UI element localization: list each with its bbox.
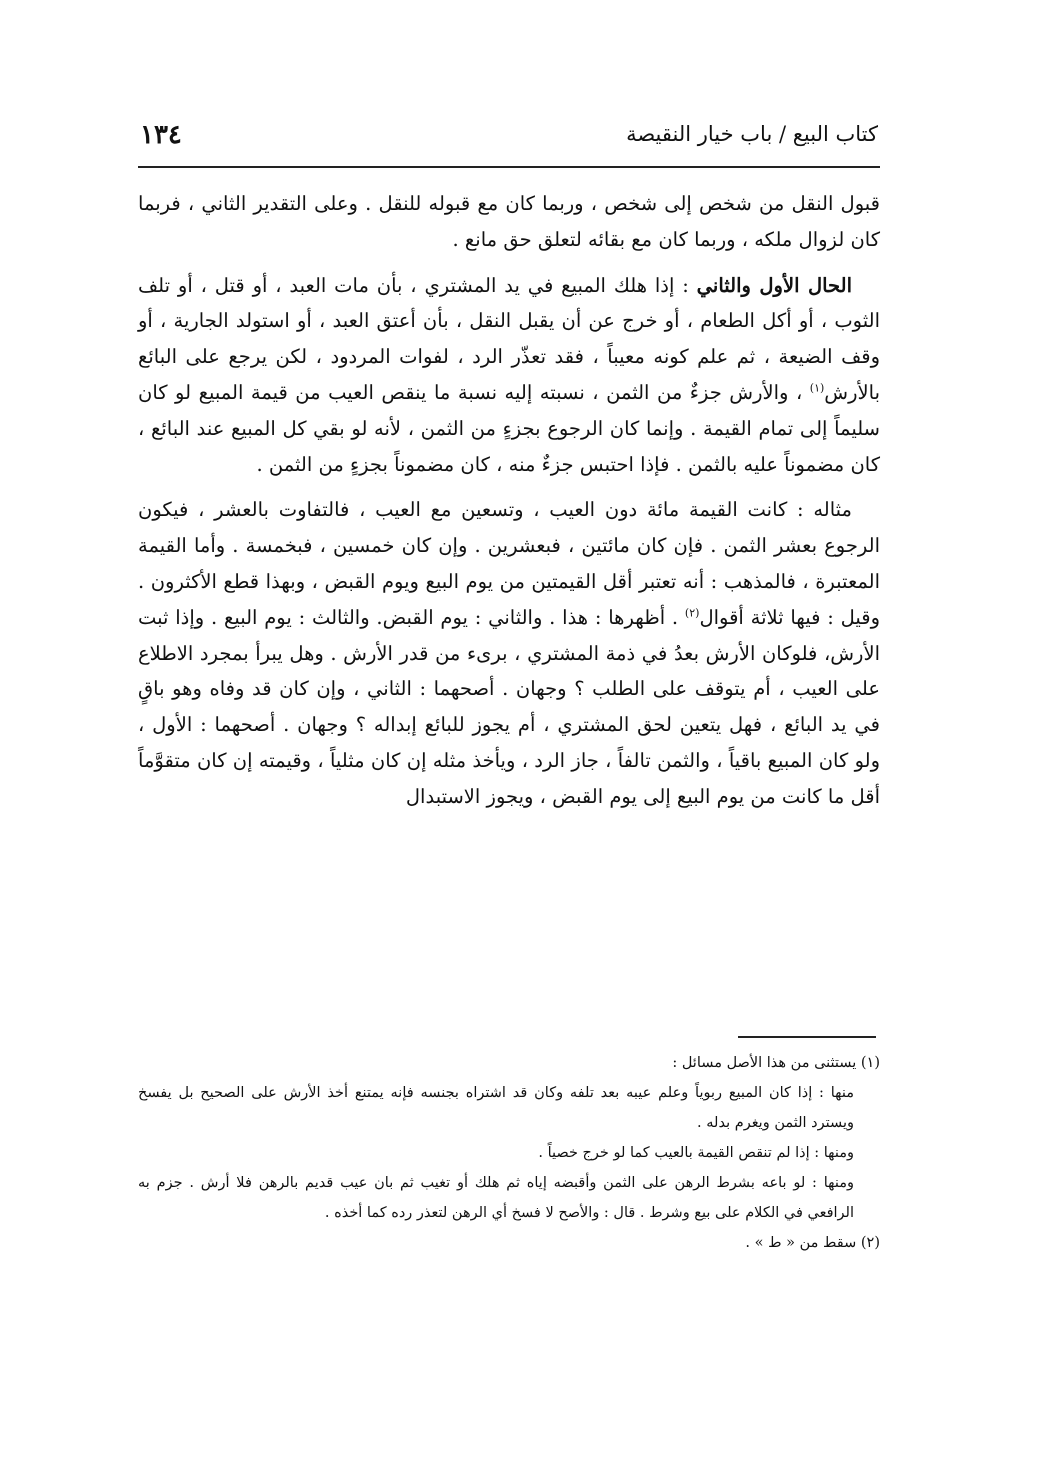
paragraph-2-text-a: : إذا هلك المبيع في يد المشتري ، بأن مات العبد ، أو قتل ، أو تلف الثوب ، أو أكل الطعام ، أو خرج عن أن يقبل النقل ، بأن أعتق العبد ، أو استولد الجارية ، أو وقف الضيعة ، ثم علم كونه معيباً ، فقد تعذّر الرد ، لفوات المردود ، لكن يرجع على البائع بالأرش	[138, 273, 880, 404]
footnote-1-intro: (١) يستثنى من هذا الأصل مسائل :	[672, 1055, 880, 1071]
footnotes	[138, 1048, 880, 1258]
footnote-1-item-b: ومنها : إذا لم تنقص القيمة بالعيب كما لو خرج خصياً .	[538, 1145, 854, 1161]
footnote-ref-1[interactable]: (١)	[809, 381, 825, 395]
footnote-2: (٢) سقط من « ط » .	[745, 1235, 880, 1251]
paragraph-3-text-b: . أظهرها : هذا . والثاني : يوم القبض. والثالث : يوم البيع . وإذا ثبت الأرش، فلوكان الأرش بعدُ في ذمة المشتري ، برىء من قدر الأرش . وهل يبرأ بمجرد الاطلاع على العيب ، أم يتوقف على الطلب ؟ وجهان . أصحهما : الثاني ، وإن كان قد وفاه وهو باقٍ في يد البائع ، فهل يتعين لحق المشتري ، أم يجوز للبائع إبداله ؟ وجهان . أصحهما : الأول ، ولو كان المبيع باقياً ، والثمن تالفاً ، جاز الرد ، ويأخذ مثله إن كان مثلياً ، وقيمته إن كان متقوَّماً أقل ما كانت من يوم البيع إلى يوم القبض ، ويجوز الاستبدال	[138, 605, 880, 808]
footnote-divider	[738, 1036, 876, 1038]
paragraph-2	[138, 268, 880, 483]
running-title: كتاب البيع / باب خيار النقيصة	[626, 122, 878, 146]
paragraph-2-heading: الحال الأول والثاني	[696, 273, 853, 297]
footnote-ref-2[interactable]: (٢)	[684, 606, 700, 620]
paragraph-3	[138, 492, 880, 814]
footnote-1-item-c: ومنها : لو باعه بشرط الرهن على الثمن وأقبضه إياه ثم هلك أو تغيب ثم بان عيب قديم بالرهن فلا أرش . جزم به الرافعي في الكلام على بيع وشرط . قال : والأصح لا فسخ أي الرهن لتعذر رده كما أخذه .	[138, 1175, 854, 1221]
footnote-1-item-a: منها : إذا كان المبيع ربوياً وعلم عيبه بعد تلفه وكان قد اشتراه بجنسه فإنه يمتنع أخذ الأرش على الصحيح بل يفسخ ويسترد الثمن ويغرم بدله .	[138, 1085, 854, 1131]
paragraph-1: قبول النقل من شخص إلى شخص ، وربما كان مع قبوله للنقل . وعلى التقدير الثاني ، فربما كان لزوال ملكه ، وربما كان مع بقائه لتعلق حق مانع .	[138, 192, 880, 251]
header-divider	[138, 166, 880, 168]
page-number: ١٣٤	[140, 120, 182, 150]
page-header	[138, 118, 878, 162]
main-text	[138, 186, 880, 815]
paragraph-2-text-b: ، والأرش جزءٌ من الثمن ، نسبته إليه نسبة ما ينقص العيب من قيمة المبيع لو كان سليماً إلى تمام القيمة . وإنما كان الرجوع بجزءٍ من الثمن ، لأنه لو بقي كل المبيع عند البائع ، كان مضموناً عليه بالثمن . فإذا احتبس جزءٌ منه ، كان مضموناً بجزءٍ من الثمن .	[138, 380, 880, 476]
paragraph-3-text-a: مثاله : كانت القيمة مائة دون العيب ، وتسعين مع العيب ، فالتفاوت بالعشر ، فيكون الرجوع بعشر الثمن . فإن كان مائتين ، فبعشرين . وإن كان خمسين ، فبخمسة . وأما القيمة المعتبرة ، فالمذهب : أنه تعتبر أقل القيمتين من يوم البيع ويوم القبض ، وبهذا قطع الأكثرون . وقيل : فيها ثلاثة أقوال	[138, 498, 881, 629]
